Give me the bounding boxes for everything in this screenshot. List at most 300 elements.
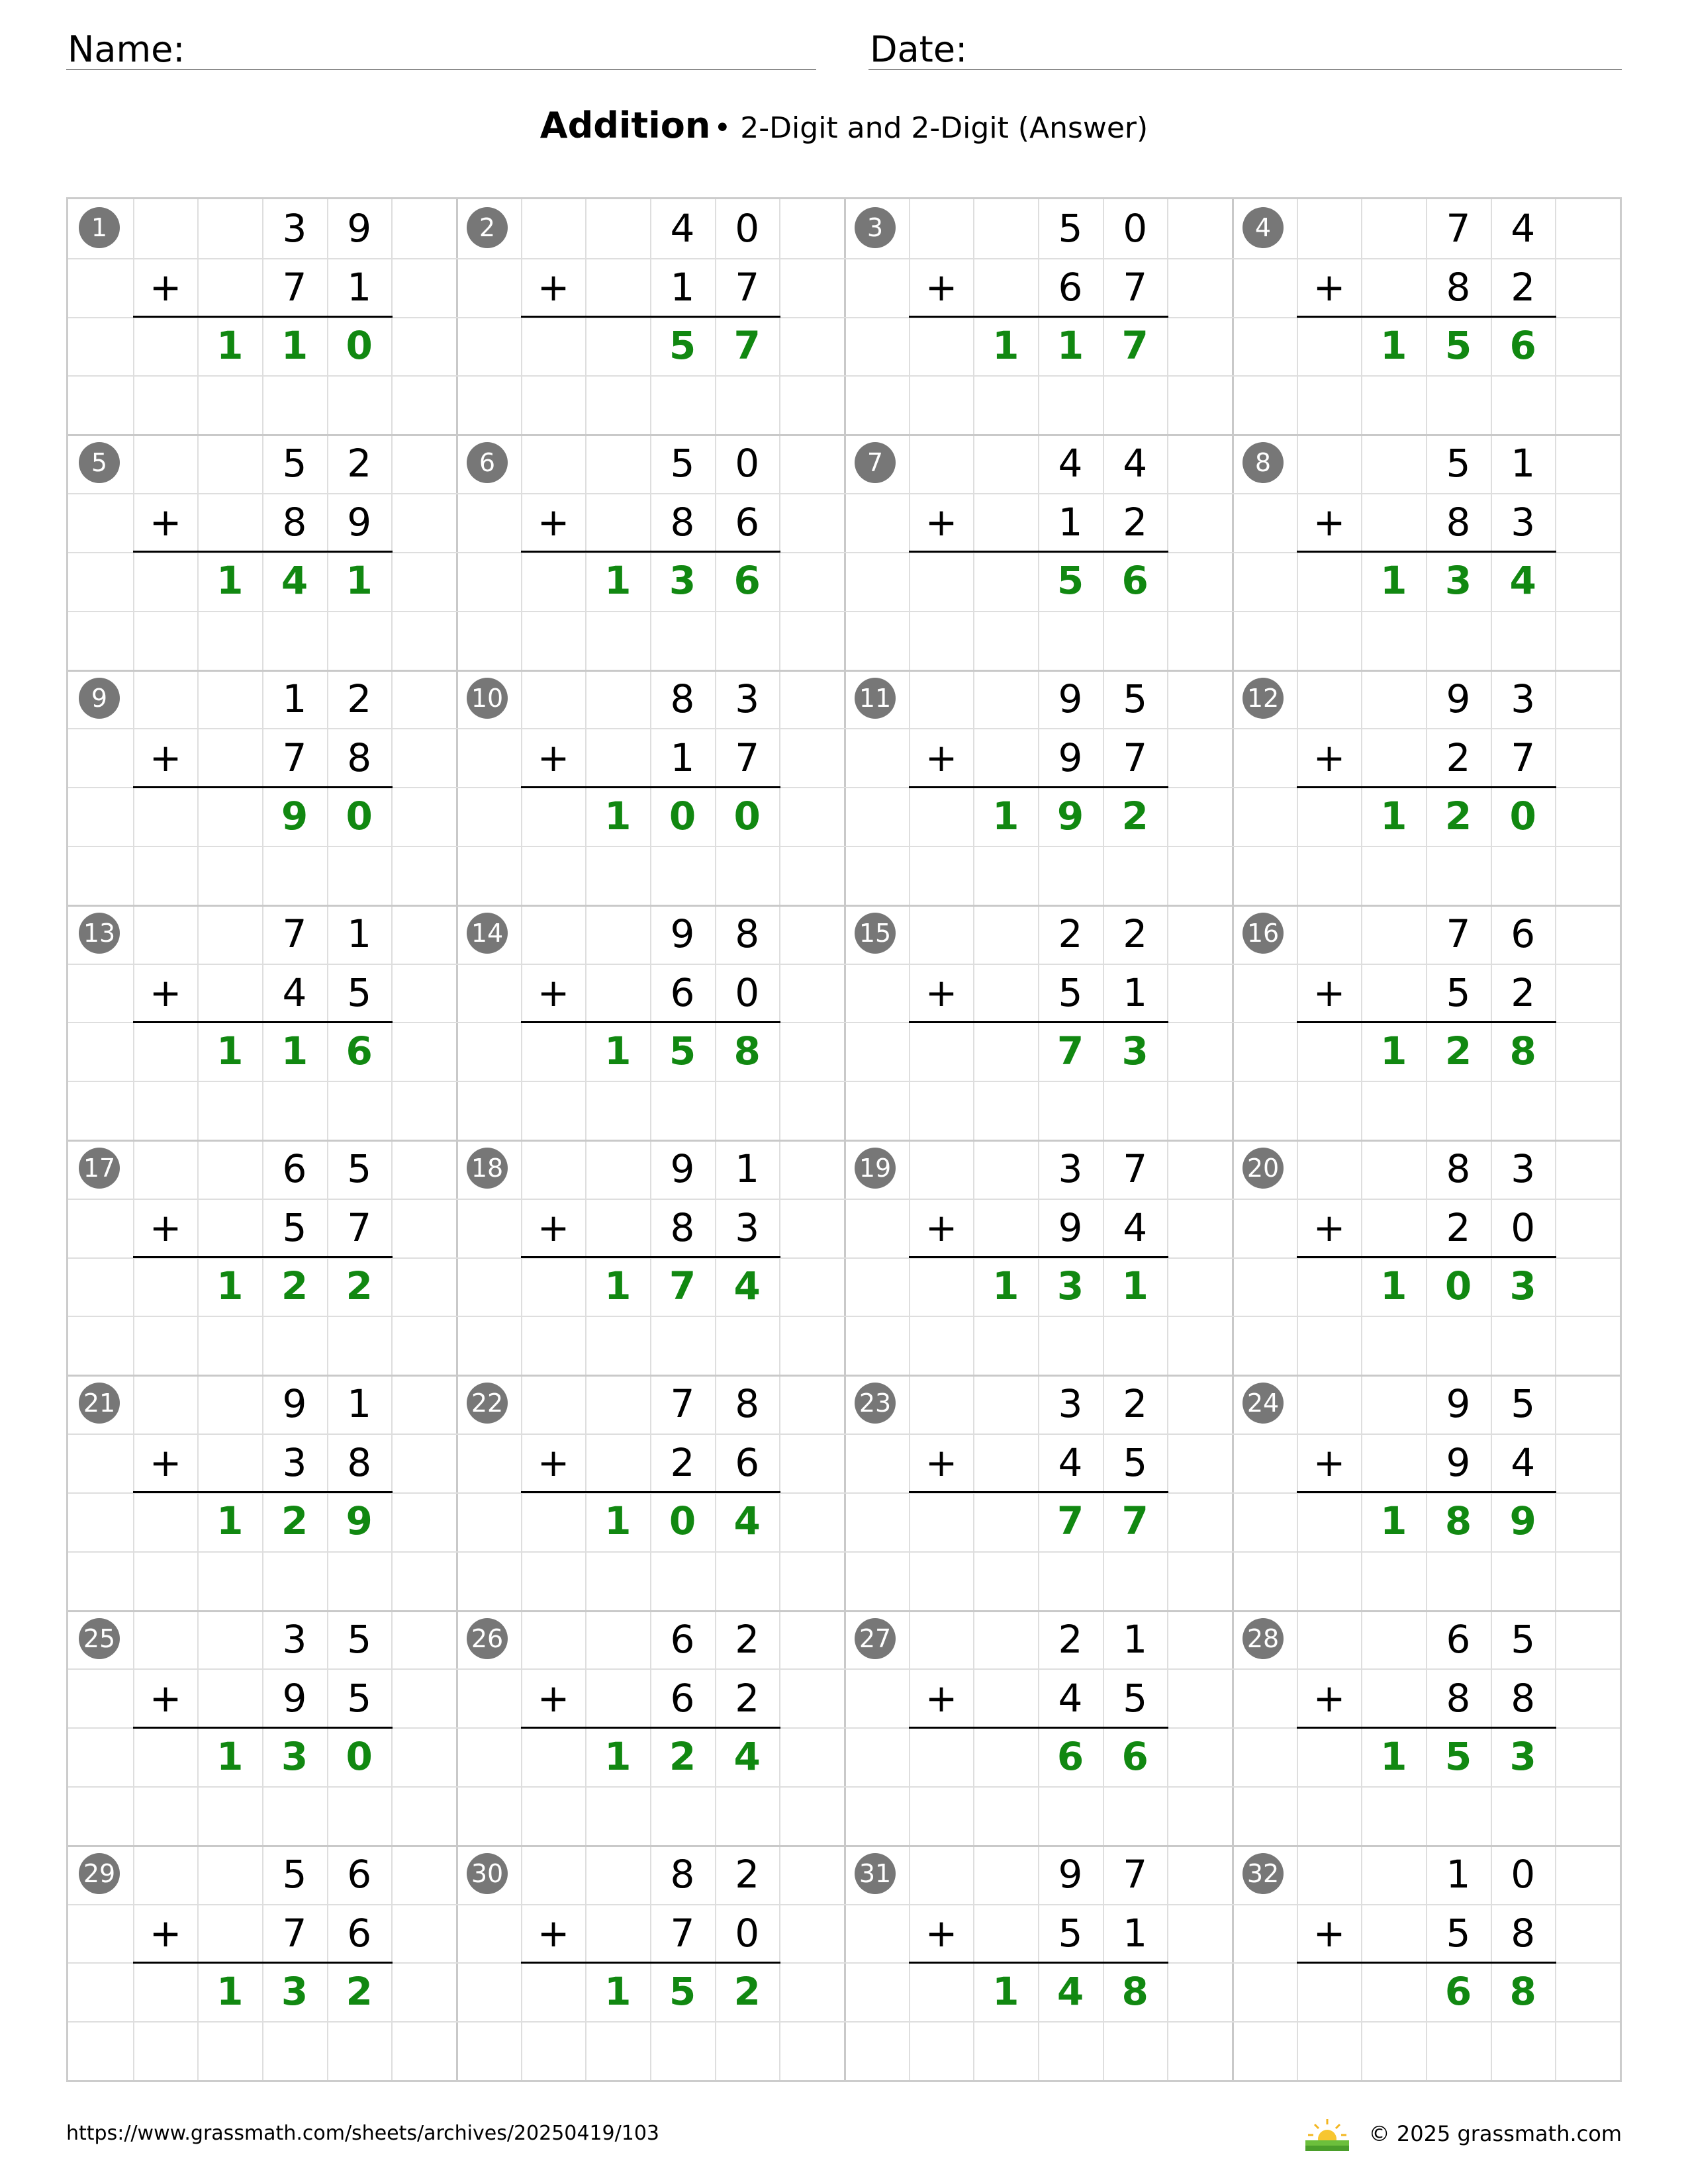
addend-bottom-digit: 6 [347,1910,372,1956]
answer-digit: 2 [281,1498,308,1544]
addend-top-digit: 2 [1123,911,1148,956]
problem-number-badge: 24 [1243,1383,1284,1424]
sum-line [521,1491,780,1493]
sum-line [133,551,393,553]
answer-digit: 9 [1056,793,1084,839]
answer-digit: 3 [669,558,696,604]
answer-digit: 8 [1444,1498,1472,1544]
addend-top-digit: 3 [282,206,307,251]
addend-top-digit: 2 [1058,911,1083,956]
addend-top-digit: 1 [282,676,307,721]
addend-bottom-digit: 5 [1123,1440,1148,1486]
addend-bottom-digit: 7 [1511,735,1536,780]
answer-digit: 9 [281,793,308,839]
plus-sign: + [149,1440,182,1486]
answer-digit: 1 [604,1263,632,1308]
addition-problem [844,1140,1233,1375]
addend-top-digit: 7 [1446,911,1471,956]
addend-top-digit: 2 [1123,1381,1148,1427]
addend-bottom-digit: 2 [1446,735,1471,780]
plus-sign: + [1313,1675,1346,1721]
answer-digit: 6 [346,1028,373,1073]
addend-top-digit: 0 [1511,1851,1536,1897]
addition-problem [68,1845,457,2081]
answer-digit: 5 [669,323,696,368]
problem-number-badge: 32 [1243,1853,1284,1894]
addend-bottom-digit: 4 [282,970,307,1015]
problem-number-badge: 23 [855,1383,896,1424]
addend-top-digit: 8 [735,1381,760,1427]
sum-line [133,316,393,318]
problem-number-badge: 25 [79,1618,120,1659]
addend-bottom-digit: 6 [670,1675,695,1721]
addend-bottom-digit: 5 [1058,970,1083,1015]
addend-top-digit: 5 [670,441,695,486]
addition-problem [456,1375,845,1610]
title-subtitle: • 2-Digit and 2-Digit (Answer) [714,111,1149,145]
addend-bottom-digit: 7 [282,735,307,780]
answer-digit: 3 [1121,1028,1149,1073]
sun-over-grass-icon [1304,2118,1350,2152]
answer-digit: 7 [1056,1028,1084,1073]
addend-top-digit: 9 [1058,676,1083,721]
answer-digit: 1 [604,1968,632,2014]
answer-digit: 1 [281,323,308,368]
answer-digit: 6 [1121,1733,1149,1779]
addition-problem [1232,199,1621,435]
sum-line [909,1256,1168,1258]
addend-bottom-digit: 7 [347,1205,372,1250]
addition-problem [844,1610,1233,1846]
addition-problem [1232,1140,1621,1375]
plus-sign: + [537,1440,570,1486]
addition-problem [1232,670,1621,905]
problem-number-badge: 11 [855,678,896,719]
sum-line [1297,1256,1556,1258]
plus-sign: + [149,265,182,310]
addend-bottom-digit: 2 [1511,265,1536,310]
addition-problem [68,434,457,670]
problem-number-badge: 9 [79,678,120,719]
plus-sign: + [1313,735,1346,780]
addition-problem [456,1610,845,1846]
answer-digit: 1 [216,558,244,604]
addend-bottom-digit: 6 [1058,265,1083,310]
answer-digit: 7 [669,1263,696,1308]
sum-line [521,1256,780,1258]
plus-sign: + [925,1205,958,1250]
plus-sign: + [149,1205,182,1250]
answer-digit: 1 [216,1498,244,1544]
addend-top-digit: 1 [1123,1616,1148,1662]
addend-top-digit: 3 [1511,676,1536,721]
answer-digit: 5 [1444,1733,1472,1779]
plus-sign: + [925,1440,958,1486]
footer-url: https://www.grassmath.com/sheets/archives/20250419/103 [66,2122,660,2145]
answer-digit: 5 [1444,323,1472,368]
plus-sign: + [537,1910,570,1956]
plus-sign: + [925,735,958,780]
addend-top-digit: 2 [735,1851,760,1897]
addend-top-digit: 0 [1123,206,1148,251]
plus-sign: + [925,265,958,310]
problem-number-badge: 17 [79,1148,120,1189]
answer-digit: 9 [346,1498,373,1544]
footer-brand [1304,2118,1622,2152]
addend-top-digit: 4 [1511,206,1536,251]
plus-sign: + [537,265,570,310]
addend-bottom-digit: 8 [1446,500,1471,545]
problem-number-badge: 13 [79,913,120,954]
answer-digit: 1 [1056,323,1084,368]
answer-digit: 7 [1121,323,1149,368]
addend-top-digit: 7 [1123,1851,1148,1897]
answer-digit: 5 [1056,558,1084,604]
answer-digit: 1 [1380,1028,1407,1073]
problem-number-badge: 19 [855,1148,896,1189]
answer-digit: 0 [346,323,373,368]
problem-number-badge: 30 [467,1853,508,1894]
addend-top-digit: 5 [1511,1381,1536,1427]
sum-line [909,316,1168,318]
answer-digit: 2 [1121,793,1149,839]
problem-number-badge: 7 [855,442,896,483]
date-line [868,69,1622,70]
answer-digit: 9 [1509,1498,1536,1544]
answer-digit: 0 [346,1733,373,1779]
plus-sign: + [537,970,570,1015]
problem-number-badge: 8 [1243,442,1284,483]
answer-digit: 1 [216,323,244,368]
answer-digit: 2 [281,1263,308,1308]
addend-top-digit: 5 [1511,1616,1536,1662]
addition-problem [1232,434,1621,670]
addend-top-digit: 5 [1123,676,1148,721]
addend-top-digit: 5 [347,1616,372,1662]
addend-bottom-digit: 4 [1058,1440,1083,1486]
addend-bottom-digit: 1 [1123,1910,1148,1956]
addend-bottom-digit: 7 [282,1910,307,1956]
addend-bottom-digit: 6 [670,970,695,1015]
addend-bottom-digit: 8 [1446,265,1471,310]
addend-bottom-digit: 8 [347,735,372,780]
problem-number-badge: 14 [467,913,508,954]
plus-sign: + [925,1910,958,1956]
answer-digit: 8 [1509,1028,1536,1073]
addend-bottom-digit: 8 [670,500,695,545]
answer-digit: 1 [604,1028,632,1073]
addend-bottom-digit: 2 [1446,1205,1471,1250]
addition-problem [68,1140,457,1375]
answer-digit: 3 [1509,1733,1536,1779]
addend-bottom-digit: 2 [735,1675,760,1721]
addend-bottom-digit: 9 [282,1675,307,1721]
answer-digit: 2 [1444,793,1472,839]
addend-top-digit: 3 [1058,1146,1083,1191]
sum-line [521,1962,780,1964]
date-label: Date: [870,28,968,70]
addition-problem [844,1845,1233,2081]
answer-digit: 1 [1121,1263,1149,1308]
addend-bottom-digit: 1 [670,735,695,780]
addend-top-digit: 9 [1446,676,1471,721]
addend-bottom-digit: 5 [347,1675,372,1721]
addend-bottom-digit: 8 [1446,1675,1471,1721]
problem-number-badge: 16 [1243,913,1284,954]
addend-bottom-digit: 9 [1058,1205,1083,1250]
answer-digit: 8 [733,1028,761,1073]
answer-digit: 4 [1056,1968,1084,2014]
addition-problem [1232,1845,1621,2081]
problem-number-badge: 20 [1243,1148,1284,1189]
sum-line [1297,1491,1556,1493]
addend-bottom-digit: 9 [1446,1440,1471,1486]
problem-number-badge: 10 [467,678,508,719]
sum-line [909,1021,1168,1023]
addend-top-digit: 3 [1511,1146,1536,1191]
addend-bottom-digit: 7 [735,735,760,780]
addend-top-digit: 5 [347,1146,372,1191]
answer-digit: 0 [733,793,761,839]
addition-problem [456,434,845,670]
addition-problem [68,1375,457,1610]
addition-problem [456,199,845,435]
answer-digit: 6 [1509,323,1536,368]
addend-bottom-digit: 6 [735,1440,760,1486]
plus-sign: + [1313,1910,1346,1956]
addend-top-digit: 1 [1511,441,1536,486]
problem-number-badge: 4 [1243,207,1284,248]
addend-bottom-digit: 5 [1446,970,1471,1015]
problem-number-badge: 1 [79,207,120,248]
answer-digit: 1 [1380,1263,1407,1308]
plus-sign: + [1313,500,1346,545]
addition-problem [844,670,1233,905]
addition-problem [1232,1610,1621,1846]
problem-number-badge: 12 [1243,678,1284,719]
addend-bottom-digit: 8 [282,500,307,545]
title-main: Addition [539,105,711,146]
addend-bottom-digit: 2 [670,1440,695,1486]
addend-top-digit: 4 [670,206,695,251]
addend-top-digit: 8 [670,1851,695,1897]
answer-digit: 1 [604,558,632,604]
problem-number-badge: 5 [79,442,120,483]
addend-bottom-digit: 5 [347,970,372,1015]
name-label: Name: [68,28,185,70]
answer-digit: 1 [992,793,1019,839]
addition-problem [1232,905,1621,1140]
addend-bottom-digit: 3 [1511,500,1536,545]
sum-line [909,786,1168,788]
addend-top-digit: 3 [282,1616,307,1662]
problem-number-badge: 2 [467,207,508,248]
addend-top-digit: 9 [347,206,372,251]
sum-line [133,1491,393,1493]
answer-digit: 6 [1121,558,1149,604]
addend-top-digit: 9 [670,911,695,956]
answer-digit: 4 [733,1498,761,1544]
answer-digit: 4 [1509,558,1536,604]
problem-number-badge: 27 [855,1618,896,1659]
addend-top-digit: 8 [735,911,760,956]
addition-problem [68,199,457,435]
plus-sign: + [1313,265,1346,310]
plus-sign: + [149,500,182,545]
addend-top-digit: 9 [1446,1381,1471,1427]
addend-top-digit: 7 [670,1381,695,1427]
sum-line [521,1727,780,1729]
addend-top-digit: 6 [347,1851,372,1897]
addend-bottom-digit: 0 [1511,1205,1536,1250]
addend-top-digit: 4 [1058,441,1083,486]
problem-number-badge: 3 [855,207,896,248]
addition-problem [844,199,1233,435]
addition-problem [456,670,845,905]
answer-digit: 2 [346,1263,373,1308]
answer-digit: 3 [1444,558,1472,604]
answer-digit: 5 [669,1968,696,2014]
addend-top-digit: 1 [347,1381,372,1427]
problem-number-badge: 15 [855,913,896,954]
addend-top-digit: 2 [347,441,372,486]
answer-digit: 1 [216,1028,244,1073]
answer-digit: 7 [1056,1498,1084,1544]
addend-bottom-digit: 7 [282,265,307,310]
addend-top-digit: 6 [1511,911,1536,956]
answer-digit: 1 [992,1263,1019,1308]
answer-digit: 1 [1380,558,1407,604]
addend-top-digit: 9 [282,1381,307,1427]
addend-bottom-digit: 4 [1058,1675,1083,1721]
name-line [66,69,816,70]
answer-digit: 5 [669,1028,696,1073]
addend-top-digit: 6 [1446,1616,1471,1662]
problem-number-badge: 29 [79,1853,120,1894]
date-field[interactable] [868,26,1622,70]
sum-line [909,1962,1168,1964]
addend-top-digit: 1 [1446,1851,1471,1897]
answer-digit: 1 [216,1263,244,1308]
addend-bottom-digit: 3 [735,1205,760,1250]
sum-line [909,1727,1168,1729]
plus-sign: + [537,1675,570,1721]
plus-sign: + [1313,1440,1346,1486]
plus-sign: + [149,735,182,780]
plus-sign: + [149,970,182,1015]
problem-number-badge: 6 [467,442,508,483]
addend-bottom-digit: 8 [347,1440,372,1486]
addend-top-digit: 0 [735,441,760,486]
addend-bottom-digit: 4 [1123,1205,1148,1250]
plus-sign: + [925,500,958,545]
addend-top-digit: 5 [282,441,307,486]
answer-digit: 4 [733,1263,761,1308]
addend-top-digit: 3 [735,676,760,721]
addend-bottom-digit: 7 [735,265,760,310]
answer-digit: 6 [1444,1968,1472,2014]
answer-digit: 0 [669,793,696,839]
addend-top-digit: 6 [282,1146,307,1191]
answer-digit: 2 [346,1968,373,2014]
addition-problem [68,1610,457,1846]
addend-top-digit: 7 [1123,1146,1148,1191]
addend-bottom-digit: 5 [282,1205,307,1250]
addend-top-digit: 6 [670,1616,695,1662]
worksheet-title [0,105,1688,146]
plus-sign: + [537,735,570,780]
addend-top-digit: 9 [1058,1851,1083,1897]
sum-line [521,316,780,318]
plus-sign: + [925,970,958,1015]
addend-bottom-digit: 5 [1446,1910,1471,1956]
sum-line [1297,786,1556,788]
answer-digit: 1 [281,1028,308,1073]
addend-bottom-digit: 4 [1511,1440,1536,1486]
addend-bottom-digit: 7 [1123,265,1148,310]
answer-digit: 1 [216,1733,244,1779]
addend-top-digit: 5 [282,1851,307,1897]
addend-top-digit: 2 [347,676,372,721]
answer-digit: 1 [604,1733,632,1779]
addend-top-digit: 1 [735,1146,760,1191]
addend-bottom-digit: 6 [735,500,760,545]
answer-digit: 3 [1509,1263,1536,1308]
answer-digit: 8 [1121,1968,1149,2014]
footer-copyright: © 2025 grassmath.com [1368,2121,1622,2146]
answer-digit: 3 [281,1968,308,2014]
answer-digit: 6 [1056,1733,1084,1779]
addend-top-digit: 5 [1058,206,1083,251]
sum-line [521,551,780,553]
plus-sign: + [537,500,570,545]
addend-bottom-digit: 7 [1123,735,1148,780]
problem-number-badge: 22 [467,1383,508,1424]
answer-digit: 1 [1380,323,1407,368]
answer-digit: 1 [992,1968,1019,2014]
plus-sign: + [537,1205,570,1250]
sum-line [1297,1727,1556,1729]
sum-line [1297,316,1556,318]
addend-top-digit: 5 [1446,441,1471,486]
addition-problem [456,1140,845,1375]
sum-line [1297,1021,1556,1023]
answer-digit: 0 [346,793,373,839]
addend-bottom-digit: 3 [282,1440,307,1486]
problem-number-badge: 28 [1243,1618,1284,1659]
answer-digit: 8 [1509,1968,1536,2014]
addend-top-digit: 4 [1123,441,1148,486]
answer-digit: 7 [733,323,761,368]
sum-line [133,1727,393,1729]
addend-top-digit: 0 [735,206,760,251]
addend-top-digit: 9 [670,1146,695,1191]
addend-bottom-digit: 0 [735,1910,760,1956]
addend-top-digit: 3 [1058,1381,1083,1427]
answer-digit: 1 [1380,793,1407,839]
problem-number-badge: 31 [855,1853,896,1894]
answer-digit: 1 [346,558,373,604]
answer-digit: 2 [669,1733,696,1779]
sum-line [133,786,393,788]
addend-bottom-digit: 8 [670,1205,695,1250]
answer-digit: 4 [733,1733,761,1779]
addend-bottom-digit: 2 [1123,500,1148,545]
addend-bottom-digit: 8 [1511,1910,1536,1956]
name-field[interactable] [66,26,816,70]
addend-top-digit: 7 [1446,206,1471,251]
problem-number-badge: 18 [467,1148,508,1189]
